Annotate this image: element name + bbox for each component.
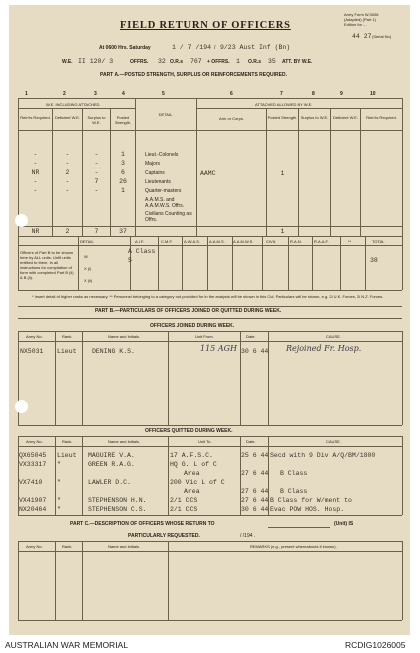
part-c-header: Name and Initials. <box>108 544 141 549</box>
joined-header: Name and Initials. <box>108 334 141 339</box>
quitted-header: Name and Initials. <box>108 439 141 444</box>
col-header: Rein'ts Required. <box>20 115 51 120</box>
summary-row-label: X (ii) <box>84 278 93 283</box>
quitted-unit: HQ G. L of C <box>170 461 217 468</box>
quitted-cause: Evac POW HOS. Hosp. <box>270 506 345 513</box>
col-number: 6 <box>230 91 233 97</box>
summary-aif: 5 <box>128 257 132 264</box>
joined-header: Unit From. <box>195 334 214 339</box>
quitted-name: LAWLER D.C. <box>88 479 131 486</box>
cell: - <box>33 187 38 194</box>
part-b-title: PART B.—PARTICULARS OF OFFICERS JOINED OR QUITTED DURING WEEK. <box>95 308 282 314</box>
summary-header: C.M.F. <box>161 239 173 244</box>
cell: - <box>65 160 70 167</box>
punch-hole <box>15 400 28 413</box>
col-number: 10 <box>370 91 376 97</box>
form-ref-line: Edition for ... <box>344 22 367 27</box>
unit-value: 9/23 Aust Inf (Bn) <box>220 44 291 51</box>
joined-header: Rank. <box>62 334 73 339</box>
summary-header: R.A.A.F. <box>314 239 329 244</box>
quitted-name: MAGUIRE V.A. <box>88 452 135 459</box>
summary-note: Officers of Part B to be shown here by ALL units. Unfit units entitled to them. In all instructions for compilation of form with completed Part B (ii) & B (ii). <box>20 250 74 280</box>
offrs-value: 32 <box>158 58 166 65</box>
quitted-unit: 2/1 CCS <box>170 506 198 513</box>
quitted-unit: 200 Vic L of C <box>170 479 225 486</box>
col-header: Posted Strength. <box>114 115 132 125</box>
col-header: Surplus to W.E. <box>87 115 106 125</box>
arm-value: AAMC <box>200 170 216 177</box>
cell: - <box>94 169 99 176</box>
quitted-army-no: VX7410 <box>19 479 43 486</box>
quitted-header: Army No. <box>26 439 43 444</box>
part-c-header: Army No. <box>26 544 43 549</box>
quitted-rank: " <box>57 506 61 513</box>
quitted-cause: Secd with 9 Div A/Q/BM/1800 <box>270 452 376 459</box>
total-cell: 7 <box>94 228 99 235</box>
part-c-header: REMARKS (e.g., present whereabouts if known). <box>250 544 337 549</box>
quitted-header: Rank. <box>62 439 73 444</box>
detail-item: Captains <box>145 170 165 176</box>
cell: - <box>65 151 70 158</box>
summary-row-label: W <box>84 254 88 259</box>
quitted-rank: " <box>57 479 61 486</box>
joined-name: DENING K.S. <box>92 348 135 355</box>
col-number: 4 <box>122 91 125 97</box>
cell: 1 <box>121 151 125 158</box>
summary-header: CIVIL <box>266 239 277 244</box>
quitted-army-no: QX65045 <box>19 452 47 459</box>
summary-header: A.A.M.W.S. <box>233 239 254 244</box>
quitted-rank: " <box>57 497 61 504</box>
cell: - <box>33 160 38 167</box>
joined-title: OFFICERS JOINED DURING WEEK. <box>150 323 235 329</box>
summary-header: A.W.A.S. <box>184 239 201 244</box>
col-number: 5 <box>162 91 165 97</box>
quitted-rank: Lieut <box>57 452 77 459</box>
total-cell: 1 <box>280 228 285 235</box>
part-c-header: Rank. <box>62 544 73 549</box>
footnote: * Insert detail of higher ranks as necessary. ** Personnel belonging to a category not provided for in the analysis will be shown in this Col. Particulars will be shown, e.g. 2i U.K. Forces, 2i N.Z. Forces. <box>32 294 384 299</box>
page-title: FIELD RETURN OF OFFICERS <box>120 20 291 31</box>
col-header: Deficient W.E. <box>332 115 359 120</box>
cell: - <box>94 187 99 194</box>
form-ref-line: Army Form W.3008 <box>344 12 379 17</box>
quitted-name: GREEN R.A.G. <box>88 461 135 468</box>
plus-offrs-value: 1 <box>236 58 240 65</box>
part-a-title: PART A.—POSTED STRENGTH, SURPLUS OR REINFORCEMENTS REQUIRED. <box>100 72 287 78</box>
col-header: Surplus to W.E. <box>300 115 329 120</box>
date-label: At 0600 Hrs. Saturday <box>99 45 151 51</box>
col-header: Rein'ts Required. <box>366 115 397 120</box>
joined-header: Date. <box>246 334 256 339</box>
quitted-unit: Area <box>184 488 200 495</box>
requested-date: / /194 . <box>240 533 256 539</box>
col-header: Arm or Corps. <box>219 116 244 121</box>
quitted-cause: B Class for W/ment to <box>270 497 352 504</box>
quitted-cause: B Class <box>280 470 308 477</box>
quitted-unit: 2/1 CCS <box>170 497 198 504</box>
cell: - <box>33 151 38 158</box>
date-value: 1 / 7 /194 <box>172 44 212 51</box>
part-c-unit-label: (Unit) IS <box>334 521 354 527</box>
cell: 3 <box>121 160 125 167</box>
cell: 6 <box>121 169 125 176</box>
col-header: Deficient W.E. <box>54 115 81 120</box>
arm-posted: 1 <box>280 170 285 177</box>
quitted-cause: B Class <box>280 488 308 495</box>
serial-label: (Serial No) <box>372 34 392 39</box>
detail-item: Civilians Counting as Offrs. <box>145 211 192 223</box>
total-cell: 37 <box>119 228 127 235</box>
detail-item: Lieut.-Colonels <box>145 152 179 158</box>
joined-army-no: NX5031 <box>20 348 44 355</box>
joined-rank: Lieut <box>57 348 77 355</box>
ors-value: 767 <box>190 58 202 65</box>
punch-hole <box>15 214 28 227</box>
total-cell: NR <box>31 228 40 235</box>
joined-cause: Rejoined Fr. Hosp. <box>286 344 362 353</box>
att-label: ATT. BY W.E. <box>282 59 313 65</box>
quitted-army-no: VX33317 <box>19 461 47 468</box>
summary-header: DETAIL <box>80 239 94 244</box>
quitted-army-no: NX20464 <box>19 506 47 513</box>
quitted-date: 30 6 44 <box>241 506 269 513</box>
joined-unit: 115 AGH <box>200 344 237 353</box>
att-group-header: ATTACHED ALLOWED BY W.E. <box>255 102 313 107</box>
serial-value: 44 27 <box>352 33 372 40</box>
cell: - <box>94 151 99 158</box>
quitted-rank: " <box>57 461 61 468</box>
quitted-date: 27 6 44 <box>241 488 269 495</box>
unit-prefix: / <box>214 45 216 51</box>
footer-record-id: RCDIG1026005 <box>345 640 406 650</box>
summary-header: TOTAL <box>372 239 385 244</box>
ors2-label: O.R.s <box>248 59 262 65</box>
part-c-title: PART C.—DESCRIPTION OF OFFICERS WHOSE RETURN TO <box>70 521 215 527</box>
col-number: 8 <box>312 91 315 97</box>
we-label: W.E. <box>62 59 73 65</box>
summary-class: A Class <box>128 248 156 255</box>
summary-header: A.A.M.S. <box>209 239 225 244</box>
joined-date: 30 6 44 <box>241 348 269 355</box>
cell: - <box>65 187 70 194</box>
quitted-header: Unit To. <box>198 439 212 444</box>
cell: 2 <box>65 169 70 176</box>
cell: - <box>33 178 38 185</box>
cell: NR <box>31 169 40 176</box>
col-number: 3 <box>94 91 97 97</box>
offrs-label: OFFRS. <box>130 59 149 65</box>
col-number: 9 <box>340 91 343 97</box>
footer-archive-name: AUSTRALIAN WAR MEMORIAL <box>5 640 128 650</box>
detail-item: A.A.M.S. and A.A.M.W.S. Offrs. <box>145 197 185 209</box>
col-number: 2 <box>63 91 66 97</box>
we-value: II 120/ 3 <box>78 58 114 65</box>
total-cell: 2 <box>65 228 70 235</box>
summary-row-label: X (i) <box>84 266 92 271</box>
quitted-unit: 17 A.F.S.C. <box>170 452 213 459</box>
detail-item: Lieutenants <box>145 179 171 185</box>
plus-offrs-label: + OFFRS. <box>207 59 230 65</box>
quitted-name: STEPHENSON H.N. <box>88 497 147 504</box>
ors-label: O.R.s <box>170 59 184 65</box>
quitted-name: STEPHENSON C.S. <box>88 506 147 513</box>
cell: 7 <box>94 178 99 185</box>
form-reference <box>344 12 404 27</box>
quitted-date: 27 6 44 <box>241 470 269 477</box>
cell: 1 <box>121 187 125 194</box>
cell: - <box>94 160 99 167</box>
col-number: 1 <box>25 91 28 97</box>
quitted-army-no: VX41907 <box>19 497 47 504</box>
summary-total: 38 <box>370 257 378 264</box>
form-ref-line: (Adapted) (Part 1) <box>344 17 377 22</box>
ors2-value: 35 <box>268 58 276 65</box>
quitted-date: 25 6 44 <box>241 452 269 459</box>
col-number: 7 <box>280 91 283 97</box>
summary-header: R.A.N. <box>290 239 302 244</box>
detail-item: Quarter-masters <box>145 188 182 194</box>
joined-header: CAUSE. <box>326 334 341 339</box>
joined-header: Army No. <box>26 334 43 339</box>
summary-header: A.I.F. <box>135 239 145 244</box>
requested-line: PARTICULARLY REQUESTED. <box>128 533 200 539</box>
quitted-unit: Area <box>184 470 200 477</box>
quitted-header: CAUSE. <box>326 439 341 444</box>
col-header: DETAIL. <box>158 112 174 117</box>
cell: - <box>65 178 70 185</box>
cell: 26 <box>119 178 127 185</box>
quitted-title: OFFICERS QUITTED DURING WEEK. <box>145 428 233 434</box>
summary-header: ** <box>348 239 352 244</box>
col-header: Posted Strength. <box>267 115 298 120</box>
quitted-date: 27 6 44 <box>241 497 269 504</box>
quitted-header: Date. <box>246 439 256 444</box>
detail-item: Majors <box>145 161 161 167</box>
we-group-header: W.E. INCLUDING ATTACHED. <box>46 102 101 107</box>
